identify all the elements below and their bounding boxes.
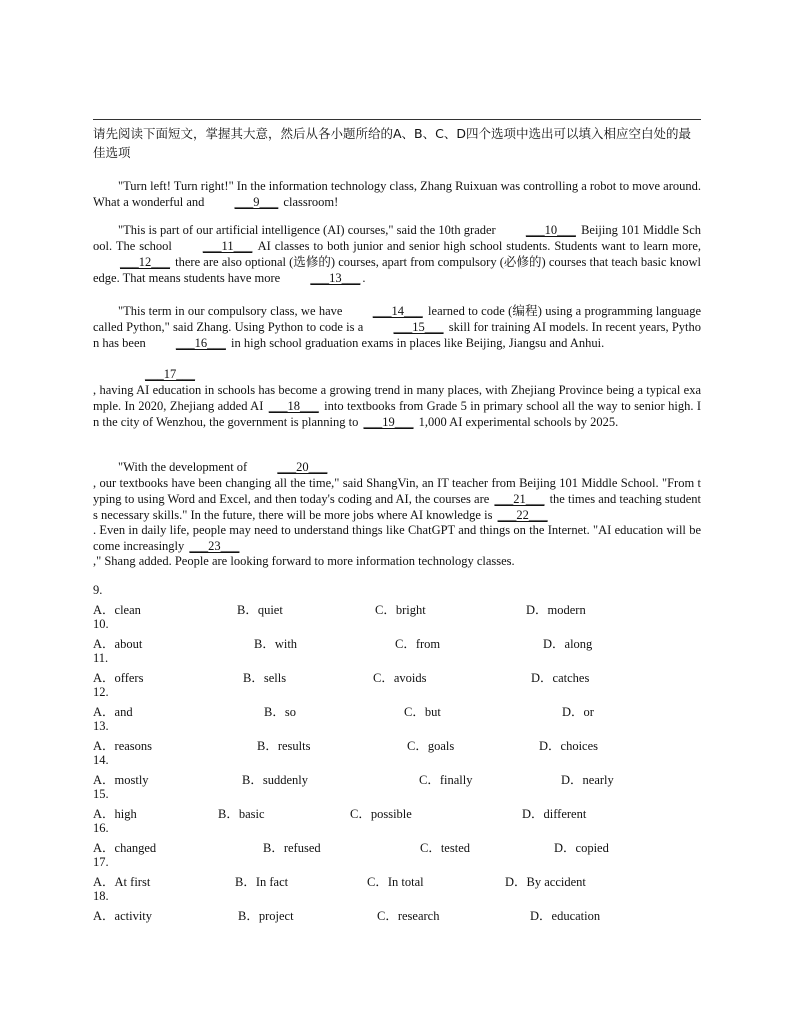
option-c[interactable]: C．bright [375, 603, 426, 617]
option-d[interactable]: D．or [562, 705, 594, 719]
blank-12[interactable]: ___12___ [120, 255, 170, 269]
option-d[interactable]: D．education [530, 909, 601, 923]
blank-9[interactable]: ___9___ [234, 195, 279, 209]
text: , our textbooks have been changing all the time," said ShangVin, an IT teacher from Beijing 101 Middle School. "From typing to using Word and Excel, and then today's coding and AI, the courses are [93, 476, 701, 506]
option-a[interactable]: A．high [93, 807, 137, 821]
option-a[interactable]: A．reasons [93, 739, 153, 753]
option-b[interactable]: B．In fact [235, 875, 289, 889]
question-number: 18. [93, 889, 109, 903]
option-d[interactable]: D．nearly [561, 773, 614, 787]
option-c[interactable]: C．avoids [373, 671, 427, 685]
question-number: 15. [93, 787, 109, 801]
paragraph-5-start [93, 459, 701, 475]
option-c[interactable]: C．research [377, 909, 440, 923]
option-c[interactable]: C．but [404, 705, 441, 719]
option-b[interactable]: B．so [264, 705, 296, 719]
paragraph-4 [93, 382, 701, 430]
text: "This is part of our artificial intelligence (AI) courses," said the 10th grader [118, 223, 499, 237]
option-b[interactable]: B．sells [243, 671, 287, 685]
text: there are also optional (选修的) courses, apart from compulsory (必修的) courses that teach basic knowledge. That means students have more [93, 255, 701, 285]
option-b[interactable]: B．project [238, 909, 294, 923]
option-a[interactable]: A．about [93, 637, 143, 651]
blank-15[interactable]: ___15___ [393, 320, 444, 334]
text: the times and teaching students necessary skills." In the future, there will be more jobs where AI knowledge is [93, 492, 701, 522]
option-a[interactable]: A．mostly [93, 773, 149, 787]
option-d[interactable]: D．along [543, 637, 593, 651]
blank-21[interactable]: ___21___ [494, 492, 545, 506]
option-a[interactable]: A．changed [93, 841, 157, 855]
option-d[interactable]: D．choices [539, 739, 599, 753]
option-b[interactable]: B．basic [218, 807, 265, 821]
blank-14[interactable]: ___14___ [372, 304, 423, 318]
option-b[interactable]: B．suddenly [242, 773, 308, 787]
blank-18[interactable]: ___18___ [268, 399, 319, 413]
question-number: 13. [93, 719, 109, 733]
option-d[interactable]: D．catches [531, 671, 590, 685]
paragraph-4-blank [93, 366, 701, 382]
text: . Even in daily life, people may need to understand things like ChatGPT and things on the Internet. "AI education will become increasingly [93, 523, 701, 553]
option-b[interactable]: B．results [257, 739, 311, 753]
question-number: 10. [93, 617, 109, 631]
paragraph-3 [93, 303, 701, 351]
option-d[interactable]: D．modern [526, 603, 586, 617]
text: learned to code (编程) using a programming language called Python," said Zhang. Using Python to code is a [93, 304, 701, 334]
blank-11[interactable]: ___11___ [202, 239, 253, 253]
question-number: 14. [93, 753, 109, 767]
question-number: 9. [93, 583, 103, 597]
option-b[interactable]: B．with [254, 637, 298, 651]
option-c[interactable]: C．In total [367, 875, 424, 889]
option-a[interactable]: A．and [93, 705, 133, 719]
blank-16[interactable]: ___16___ [175, 336, 226, 350]
paragraph-5-cont [93, 522, 701, 554]
option-a[interactable]: A．activity [93, 909, 153, 923]
text: "Turn left! Turn right!" In the information technology class, Zhang Ruixuan was controlling a robot to move around. What a wonderful and [93, 179, 701, 209]
instruction-text: 请先阅读下面短文，掌握其大意，然后从各小题所给的A、B、C、D四个选项中选出可以填入相应空白处的最佳选项 [93, 126, 691, 160]
option-c[interactable]: C．finally [419, 773, 473, 787]
text: ," Shang added. People are looking forward to more information technology classes. [93, 554, 515, 568]
text: skill for training AI models. In recent years, Python has been [93, 320, 702, 350]
text: . [362, 271, 366, 285]
paragraph-5 [93, 475, 701, 523]
blank-17[interactable]: ___17___ [145, 367, 195, 381]
question-number: 11. [93, 651, 109, 665]
option-c[interactable]: C．tested [420, 841, 470, 855]
text: classroom! [280, 195, 339, 209]
top-rule [93, 119, 701, 120]
option-c[interactable]: C．goals [407, 739, 455, 753]
text: in high school graduation exams in places like Beijing, Jiangsu and Anhui. [227, 336, 605, 350]
question-number: 12. [93, 685, 109, 699]
option-c[interactable]: C．from [395, 637, 441, 651]
text: , having AI education in schools has become a growing trend in many places, with Zhejiang Province being a typical example. In 2020, Zhejiang added AI [93, 383, 701, 413]
option-c[interactable]: C．possible [350, 807, 412, 821]
text: "With the development of [118, 460, 251, 474]
option-b[interactable]: B．refused [263, 841, 321, 855]
blank-23[interactable]: ___23___ [189, 539, 240, 553]
option-a[interactable]: A．At first [93, 875, 151, 889]
paragraph-2 [93, 222, 701, 286]
blank-20[interactable]: ___20___ [277, 460, 328, 474]
text: AI classes to both junior and senior high school students. Students want to learn more, [254, 239, 701, 253]
option-d[interactable]: D．different [522, 807, 587, 821]
text: "This term in our compulsory class, we have [118, 304, 346, 318]
option-d[interactable]: D．By accident [505, 875, 586, 889]
option-b[interactable]: B．quiet [237, 603, 283, 617]
question-number: 16. [93, 821, 109, 835]
paragraph-1 [93, 178, 701, 210]
option-a[interactable]: A．clean [93, 603, 141, 617]
paragraph-5-end [93, 553, 701, 569]
blank-13[interactable]: ___13___ [310, 271, 361, 285]
text: into textbooks from Grade 5 in primary school all the way to senior high. In the city of Wenzhou, the government is planning to [93, 399, 702, 429]
blank-19[interactable]: ___19___ [363, 415, 414, 429]
blank-10[interactable]: ___10___ [525, 223, 576, 237]
option-a[interactable]: A．offers [93, 671, 144, 685]
question-number: 17. [93, 855, 109, 869]
option-d[interactable]: D．copied [554, 841, 609, 855]
blank-22[interactable]: ___22___ [497, 508, 548, 522]
text: Beijing 101 Middle School. The school [93, 223, 702, 253]
text: 1,000 AI experimental schools by 2025. [415, 415, 619, 429]
